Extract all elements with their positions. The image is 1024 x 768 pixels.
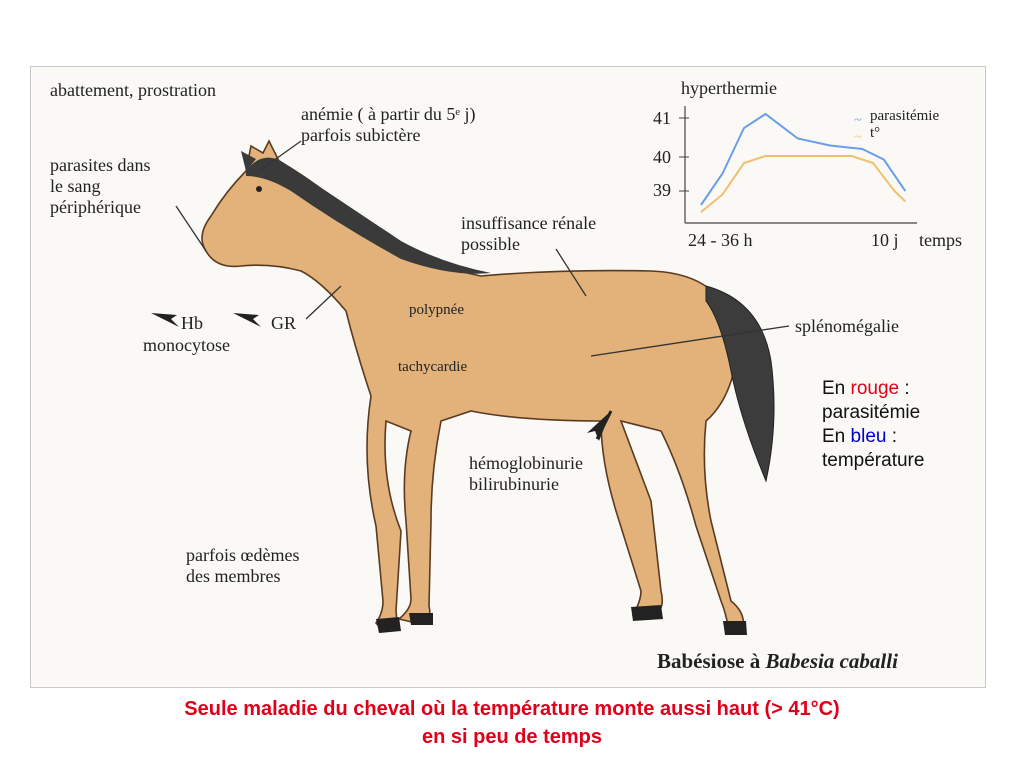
legend-line-2: parasitémie bbox=[822, 402, 921, 423]
label-bilirubinurie: bilirubinurie bbox=[469, 474, 559, 494]
label-renal-2: possible bbox=[461, 234, 521, 254]
x-axis-title: temps bbox=[919, 230, 962, 250]
legend-suffix-1: : bbox=[899, 378, 910, 399]
caption bbox=[0, 695, 1024, 751]
x-label-end: 10 j bbox=[871, 230, 899, 250]
figure-title bbox=[657, 649, 898, 674]
label-parasites-1: parasites dans bbox=[50, 155, 151, 175]
label-gr: GR bbox=[271, 313, 297, 333]
label-hb: Hb bbox=[181, 313, 203, 333]
legend-prefix-3: En bbox=[822, 426, 851, 447]
legend-blue-word: bleu bbox=[850, 426, 887, 447]
svg-text:~: ~ bbox=[854, 113, 862, 128]
label-polypnee: polypnée bbox=[409, 302, 464, 318]
legend-red-word: rouge bbox=[850, 378, 900, 399]
label-anemia-2: parfois subictère bbox=[301, 125, 421, 145]
label-renal-1: insuffisance rénale bbox=[461, 213, 597, 233]
legend-prefix-1: En bbox=[822, 378, 851, 399]
legend-line-1 bbox=[822, 377, 924, 401]
label-parasites-3: périphérique bbox=[50, 197, 141, 217]
y-tick-41: 41 bbox=[653, 108, 671, 128]
legend-temperature: t° bbox=[870, 125, 881, 141]
legend-suffix-3: : bbox=[886, 426, 898, 447]
caption-line-2: en si peu de temps bbox=[421, 726, 603, 748]
title-italic: Babesia caballi bbox=[765, 649, 898, 673]
label-hemoglobinurie: hémoglobinurie bbox=[469, 453, 583, 473]
label-prostration: abattement, prostration bbox=[50, 80, 216, 100]
x-label-start: 24 - 36 h bbox=[688, 230, 753, 250]
label-anemia-1: anémie ( à partir du 5ᵉ j) bbox=[301, 104, 476, 124]
chart-title: hyperthermie bbox=[681, 78, 777, 98]
legend-line-4: température bbox=[822, 450, 925, 471]
label-parasites-2: le sang bbox=[50, 176, 101, 196]
svg-text:~: ~ bbox=[854, 130, 862, 145]
legend-line-3 bbox=[822, 425, 924, 449]
y-tick-40: 40 bbox=[653, 147, 671, 167]
label-splenomegalie: splénomégalie bbox=[795, 316, 899, 336]
color-legend bbox=[822, 377, 924, 473]
legend-parasitemie: parasitémie bbox=[870, 108, 940, 124]
label-oedemes-1: parfois œdèmes bbox=[186, 545, 300, 565]
caption-line-1: Seule maladie du cheval où la température monte aussi haut (> 41°C) bbox=[184, 698, 840, 720]
label-tachycardie: tachycardie bbox=[398, 359, 468, 375]
series-temperature bbox=[701, 156, 905, 212]
y-tick-39: 39 bbox=[653, 180, 671, 200]
label-oedemes-2: des membres bbox=[186, 566, 281, 586]
label-monocytose: monocytose bbox=[143, 335, 230, 355]
title-plain: Babésiose à bbox=[657, 649, 766, 673]
